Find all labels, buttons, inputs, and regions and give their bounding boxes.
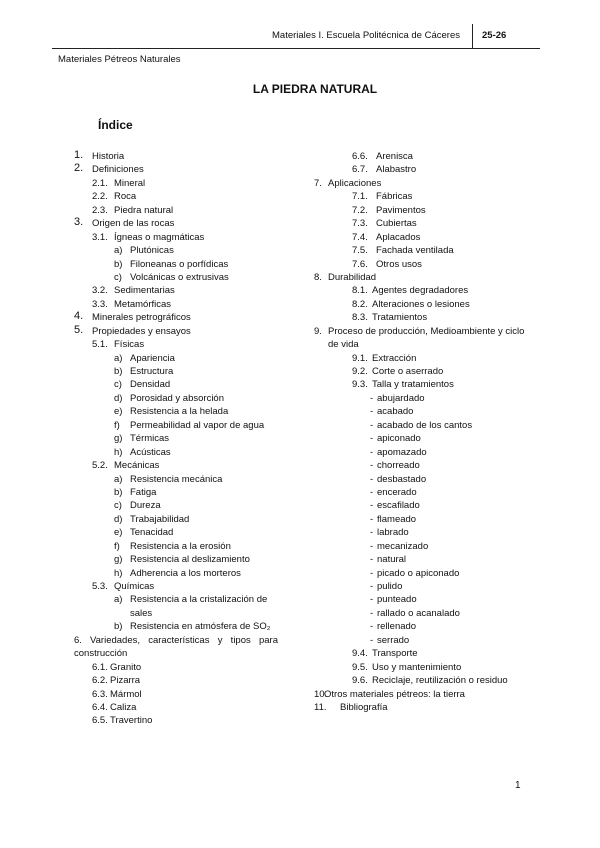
toc-entry-number: 6.7. bbox=[352, 164, 368, 176]
toc-entry bbox=[314, 378, 534, 391]
toc-entry bbox=[74, 540, 310, 553]
toc-entry bbox=[314, 217, 534, 230]
toc-entry bbox=[314, 231, 534, 244]
toc-entry-number: - bbox=[370, 554, 374, 566]
toc-entry-text: Piedra natural bbox=[114, 204, 174, 216]
toc-entry bbox=[74, 567, 310, 580]
toc-entry-number: - bbox=[370, 406, 374, 418]
toc-entry-text: Transporte bbox=[372, 648, 418, 660]
toc-entry-number: g) bbox=[114, 554, 123, 566]
toc-entry-number: - bbox=[370, 540, 374, 552]
toc-entry-text: Roca bbox=[114, 191, 137, 203]
toc-entry bbox=[314, 365, 534, 378]
toc-entry-number: a) bbox=[114, 245, 123, 257]
toc-entry-number: 5. bbox=[74, 323, 84, 336]
toc-entry bbox=[314, 150, 534, 163]
toc-entry-text: Porosidad y absorción bbox=[130, 392, 224, 404]
toc-entry-text: Densidad bbox=[130, 379, 171, 391]
toc-entry bbox=[74, 150, 310, 163]
toc-entry bbox=[74, 499, 310, 512]
toc-entry bbox=[314, 688, 534, 701]
toc-entry-number: 8. bbox=[314, 271, 322, 283]
toc-entry bbox=[74, 163, 310, 176]
toc-entry-text: Travertino bbox=[110, 715, 153, 727]
toc-entry-number: a) bbox=[114, 352, 123, 364]
toc-entry-text: Tenacidad bbox=[130, 527, 174, 539]
toc-entry bbox=[314, 177, 534, 190]
toc-entry-number: h) bbox=[114, 567, 123, 579]
toc-entry-text: Proceso de producción, Medioambiente y ciclo de vida bbox=[328, 325, 525, 351]
toc-entry-text: Granito bbox=[110, 661, 142, 673]
toc-entry-number: 10. bbox=[314, 688, 328, 700]
toc-entry-text: Cubiertas bbox=[376, 218, 417, 230]
toc-entry bbox=[74, 284, 310, 297]
toc-entry bbox=[314, 486, 534, 499]
toc-entry bbox=[314, 284, 534, 297]
toc-entry-number: 9.5. bbox=[352, 661, 368, 673]
toc-entry-text: Caliza bbox=[110, 701, 137, 713]
toc-entry bbox=[314, 661, 534, 674]
index-heading: Índice bbox=[98, 118, 133, 132]
toc-entry-number: a) bbox=[114, 594, 123, 606]
toc-entry bbox=[314, 701, 534, 714]
toc-entry-text: Apariencia bbox=[130, 352, 175, 364]
toc-entry bbox=[74, 204, 310, 217]
toc-entry bbox=[314, 446, 534, 459]
toc-entry-number: 6.2. bbox=[92, 675, 108, 687]
toc-entry-text: Historia bbox=[92, 151, 125, 162]
toc-entry-text: Uso y mantenimiento bbox=[372, 661, 462, 673]
toc-entry-number: - bbox=[370, 500, 374, 512]
toc-entry bbox=[74, 405, 310, 418]
toc-entry-number: - bbox=[370, 419, 374, 431]
toc-entry-number: 7. bbox=[314, 177, 322, 189]
toc-entry-number: 5.3. bbox=[92, 581, 108, 592]
toc-entry bbox=[314, 352, 534, 365]
toc-entry-number: 7.1. bbox=[352, 191, 368, 203]
toc-entry-text: Resistencia a la helada bbox=[130, 406, 229, 418]
toc-entry-text: Ígneas o magmáticas bbox=[114, 231, 205, 243]
toc-entry-number: 7.5. bbox=[352, 245, 368, 257]
toc-entry-number: 11. bbox=[314, 701, 327, 713]
toc-entry-text: desbastado bbox=[377, 473, 427, 485]
header-section: Materiales Pétreos Naturales bbox=[58, 54, 181, 65]
toc-entry-text: Aplicaciones bbox=[328, 177, 382, 189]
toc-entry bbox=[314, 432, 534, 445]
toc-entry-text: Otros usos bbox=[376, 258, 422, 270]
toc-entry-text: Aplacados bbox=[376, 231, 421, 243]
toc-entry bbox=[74, 526, 310, 539]
toc-entry bbox=[74, 714, 310, 727]
toc-entry-number: a) bbox=[114, 473, 123, 485]
toc-entry bbox=[74, 473, 310, 486]
toc-entry-text: Químicas bbox=[114, 581, 155, 592]
toc-entry-number: 6.3. bbox=[92, 688, 108, 700]
toc-entry-number: 9.6. bbox=[352, 675, 368, 687]
toc-entry bbox=[314, 392, 534, 405]
header-divider-vertical bbox=[472, 24, 473, 48]
toc-entry-text: apomazado bbox=[377, 446, 427, 458]
toc-entry-text: Filoneanas o porfídicas bbox=[130, 258, 229, 270]
toc-entry-number: - bbox=[370, 392, 374, 404]
toc-entry-text: Acústicas bbox=[130, 446, 171, 458]
toc-entry-text: Minerales petrográficos bbox=[92, 312, 191, 324]
toc-entry-number: 8.3. bbox=[352, 312, 368, 324]
toc-entry bbox=[74, 392, 310, 405]
toc-entry-text: Plutónicas bbox=[130, 245, 174, 257]
toc-entry bbox=[74, 325, 310, 338]
toc-entry-number: d) bbox=[114, 392, 123, 404]
toc-entry bbox=[74, 553, 310, 566]
toc-entry bbox=[314, 405, 534, 418]
toc-entry bbox=[74, 231, 310, 244]
toc-entry-number: 6.4. bbox=[92, 701, 108, 713]
toc-entry-text: escafilado bbox=[377, 500, 420, 512]
toc-entry-number: 9.3. bbox=[352, 379, 368, 391]
toc-entry-text: Tratamientos bbox=[372, 312, 428, 324]
toc-entry-number: e) bbox=[114, 527, 123, 539]
toc-entry bbox=[314, 311, 534, 324]
toc-entry bbox=[74, 258, 310, 271]
toc-entry-number: 2. bbox=[74, 162, 84, 175]
toc-entry bbox=[314, 271, 534, 284]
toc-entry bbox=[314, 580, 534, 593]
toc-entry-text: Volcánicas o extrusivas bbox=[130, 271, 229, 283]
toc-entry-number: - bbox=[370, 634, 374, 646]
toc-entry-number: b) bbox=[114, 486, 123, 498]
toc-entry bbox=[74, 365, 310, 378]
toc-entry bbox=[74, 190, 310, 203]
toc-entry-number: - bbox=[370, 473, 374, 485]
toc-entry bbox=[314, 190, 534, 203]
toc-entry bbox=[314, 567, 534, 580]
document-title: LA PIEDRA NATURAL bbox=[252, 82, 378, 96]
toc-entry bbox=[314, 647, 534, 660]
toc-entry-text: Fatiga bbox=[130, 486, 157, 498]
toc-entry-number: b) bbox=[114, 621, 123, 633]
toc-entry-number: b) bbox=[114, 258, 123, 270]
toc-entry bbox=[74, 244, 310, 257]
toc-entry-text: Trabajabilidad bbox=[130, 513, 190, 525]
toc-entry bbox=[74, 378, 310, 391]
toc-entry-text: rellenado bbox=[377, 621, 417, 633]
toc-entry-text: Corte o aserrado bbox=[372, 366, 444, 378]
toc-entry-number: 3.2. bbox=[92, 285, 108, 297]
toc-entry-number: - bbox=[370, 567, 374, 579]
toc-entry-text: Mecánicas bbox=[114, 460, 160, 472]
toc-entry bbox=[74, 419, 310, 432]
toc-entry-number: 7.4. bbox=[352, 231, 368, 243]
toc-entry-text: picado o apiconado bbox=[377, 567, 460, 579]
toc-entry-text: Resistencia a la erosión bbox=[130, 540, 231, 552]
toc-entry bbox=[74, 311, 310, 324]
toc-entry bbox=[74, 298, 310, 311]
toc-entry-number: 5.1. bbox=[92, 339, 108, 351]
toc-entry-text: Alteraciones o lesiones bbox=[372, 298, 470, 310]
toc-entry-number: - bbox=[370, 594, 374, 606]
toc-entry-text: Fachada ventilada bbox=[376, 245, 454, 257]
toc-entry bbox=[74, 459, 310, 472]
toc-entry bbox=[74, 580, 310, 593]
toc-entry bbox=[74, 338, 310, 351]
toc-entry bbox=[314, 298, 534, 311]
toc-entry-number: - bbox=[370, 460, 374, 472]
toc-entry bbox=[314, 163, 534, 176]
toc-entry-text: Resistencia al deslizamiento bbox=[130, 554, 250, 566]
toc-column-left bbox=[74, 150, 310, 728]
toc-entry-text: Talla y tratamientos bbox=[372, 379, 454, 391]
toc-entry bbox=[314, 634, 534, 647]
toc-entry-text: Alabastro bbox=[376, 164, 417, 176]
toc-entry-number: 9. bbox=[314, 325, 322, 337]
toc-entry-text: Extracción bbox=[372, 352, 417, 364]
toc-entry-number: c) bbox=[114, 500, 122, 512]
header-course: Materiales I. Escuela Politécnica de Cáceres bbox=[272, 30, 460, 41]
toc-entry-number: 6.6. bbox=[352, 151, 368, 162]
toc-entry-number: 6.5. bbox=[92, 715, 108, 727]
toc-entry-text: Resistencia mecánica bbox=[130, 473, 223, 485]
toc-entry-text: Permeabilidad al vapor de agua bbox=[130, 419, 265, 431]
toc-entry-number: 5.2. bbox=[92, 460, 108, 472]
toc-entry-number: - bbox=[370, 513, 374, 525]
toc-entry-number: 3.3. bbox=[92, 298, 108, 310]
toc-entry bbox=[314, 204, 534, 217]
toc-entry bbox=[74, 674, 310, 687]
toc-entry-number: 9.1. bbox=[352, 352, 368, 364]
toc-entry-text: chorreado bbox=[377, 460, 420, 472]
toc-entry-number: c) bbox=[114, 271, 122, 283]
toc-entry-number: - bbox=[370, 621, 374, 633]
toc-entry-text: acabado de los cantos bbox=[377, 419, 473, 431]
toc-entry-text: abujardado bbox=[377, 392, 425, 404]
toc-entry-text: Arenisca bbox=[376, 151, 413, 162]
toc-entry-number: g) bbox=[114, 433, 123, 445]
toc-entry bbox=[74, 217, 310, 230]
toc-entry-text: Pizarra bbox=[110, 675, 141, 687]
toc-entry-number: 6.1. bbox=[92, 661, 108, 673]
toc-entry-text: Dureza bbox=[130, 500, 161, 512]
toc-entry bbox=[314, 473, 534, 486]
toc-entry bbox=[314, 553, 534, 566]
toc-entry bbox=[314, 459, 534, 472]
toc-entry bbox=[74, 688, 310, 701]
toc-entry-text: Resistencia a la cristalización de sales bbox=[130, 594, 268, 619]
toc-entry-number: - bbox=[370, 433, 374, 445]
toc-entry-number: 1. bbox=[74, 149, 84, 161]
toc-entry-number: - bbox=[370, 581, 374, 593]
toc-entry bbox=[314, 620, 534, 633]
toc-entry bbox=[74, 661, 310, 674]
toc-entry-number: 7.3. bbox=[352, 218, 368, 230]
toc-entry-number: - bbox=[370, 486, 374, 498]
toc-entry bbox=[74, 634, 310, 661]
toc-entry bbox=[74, 271, 310, 284]
toc-entry bbox=[314, 419, 534, 432]
toc-entry-text: acabado bbox=[377, 406, 414, 418]
toc-entry bbox=[314, 513, 534, 526]
toc-entry bbox=[314, 325, 534, 352]
toc-entry-number: 9.2. bbox=[352, 366, 368, 378]
toc-entry-text: Variedades, características y tipos para construcción bbox=[74, 634, 278, 660]
toc-entry-text: rallado o acanalado bbox=[377, 607, 460, 619]
toc-entry-text: Otros materiales pétreos: la tierra bbox=[324, 688, 465, 700]
toc-entry-text: Metamórficas bbox=[114, 298, 172, 310]
toc-entry-text: Sedimentarias bbox=[114, 285, 175, 297]
toc-entry-text: Estructura bbox=[130, 366, 174, 377]
toc-entry bbox=[74, 446, 310, 459]
toc-entry-text: punteado bbox=[377, 594, 417, 606]
toc-entry-text: labrado bbox=[377, 527, 409, 539]
toc-entry bbox=[74, 593, 310, 620]
toc-entry-text: encerado bbox=[377, 486, 417, 498]
toc-entry-text: Durabilidad bbox=[328, 271, 377, 283]
toc-column-right bbox=[314, 150, 534, 714]
toc-entry bbox=[314, 499, 534, 512]
toc-entry-text: natural bbox=[377, 554, 407, 566]
toc-entry-number: 2.3. bbox=[92, 204, 108, 216]
toc-entry bbox=[314, 607, 534, 620]
toc-entry-number: 8.1. bbox=[352, 285, 368, 297]
toc-entry-text: Mineral bbox=[114, 177, 146, 189]
toc-entry-text: pulido bbox=[377, 581, 403, 593]
toc-entry-number: - bbox=[370, 607, 374, 619]
toc-entry-number: 4. bbox=[74, 310, 84, 323]
toc-entry-text: Definiciones bbox=[92, 164, 144, 176]
toc-entry-text: flameado bbox=[377, 513, 417, 525]
toc-entry bbox=[314, 540, 534, 553]
toc-entry bbox=[74, 432, 310, 445]
toc-entry bbox=[74, 620, 310, 633]
toc-entry bbox=[314, 244, 534, 257]
toc-entry-text: mecanizado bbox=[377, 540, 429, 552]
toc-entry-text: Bibliografía bbox=[340, 701, 388, 713]
toc-entry-text: Agentes degradadores bbox=[372, 285, 469, 297]
toc-entry-number: 2.2. bbox=[92, 191, 108, 203]
toc-entry-number: h) bbox=[114, 446, 123, 458]
toc-entry-number: - bbox=[370, 527, 374, 539]
toc-entry-text: apiconado bbox=[377, 433, 421, 445]
toc-entry-text: Mármol bbox=[110, 688, 142, 700]
toc-entry-number: 3.1. bbox=[92, 231, 108, 243]
toc-entry-text: Reciclaje, reutilización o residuo bbox=[372, 675, 508, 687]
toc-entry bbox=[74, 177, 310, 190]
toc-entry-number: 8.2. bbox=[352, 298, 368, 310]
toc-entry-number: 2.1. bbox=[92, 177, 108, 189]
toc-entry bbox=[74, 486, 310, 499]
toc-entry-number: 7.2. bbox=[352, 204, 368, 216]
toc-entry-number: c) bbox=[114, 379, 122, 391]
toc-entry-text: Propiedades y ensayos bbox=[92, 325, 191, 337]
toc-entry bbox=[74, 513, 310, 526]
toc-entry bbox=[314, 593, 534, 606]
toc-entry-number: 7.6. bbox=[352, 258, 368, 270]
toc-entry-text: Pavimentos bbox=[376, 204, 426, 216]
toc-entry-text: Físicas bbox=[114, 339, 145, 351]
toc-entry-number: - bbox=[370, 446, 374, 458]
toc-entry-number: f) bbox=[114, 540, 120, 552]
toc-entry-number: 6. bbox=[74, 634, 82, 646]
page-number: 1 bbox=[515, 780, 521, 791]
toc-entry bbox=[74, 701, 310, 714]
toc-entry-text: serrado bbox=[377, 634, 410, 646]
toc-entry bbox=[314, 674, 534, 687]
toc-entry-number: d) bbox=[114, 513, 123, 525]
toc-entry-number: f) bbox=[114, 419, 120, 431]
toc-entry-text: Adherencia a los morteros bbox=[130, 567, 241, 579]
toc-entry-number: b) bbox=[114, 366, 123, 377]
toc-entry-number: 3. bbox=[74, 216, 84, 229]
toc-entry bbox=[314, 526, 534, 539]
toc-entry-number: e) bbox=[114, 406, 123, 418]
header-rule bbox=[52, 48, 540, 49]
toc-entry-text: Origen de las rocas bbox=[92, 218, 175, 230]
header-year: 25-26 bbox=[482, 30, 507, 41]
toc-entry-number: 9.4. bbox=[352, 648, 368, 660]
toc-entry bbox=[314, 258, 534, 271]
toc-entry-text: Fábricas bbox=[376, 191, 413, 203]
toc-entry-text: Resistencia en atmósfera de SO₂ bbox=[130, 621, 271, 633]
toc-entry-text: Térmicas bbox=[130, 433, 170, 445]
toc-entry bbox=[74, 352, 310, 365]
